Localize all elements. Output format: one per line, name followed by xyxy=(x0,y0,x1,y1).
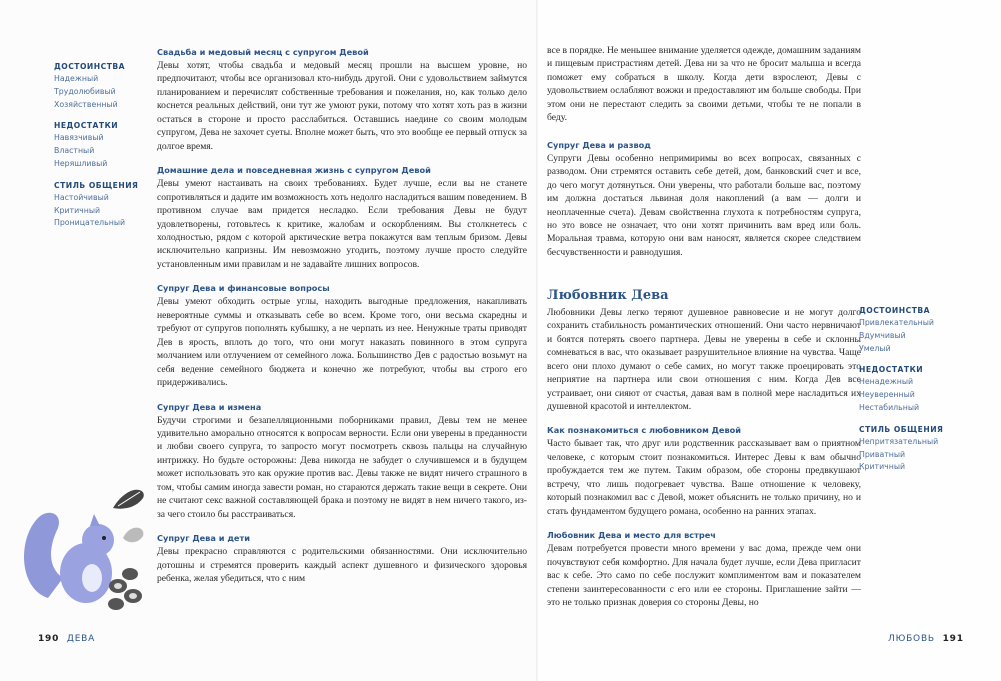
section-heading: Супруг Дева и измена xyxy=(157,401,262,412)
left-text-column xyxy=(157,46,527,597)
footer-section: ЛЮБОВЬ xyxy=(888,634,935,644)
footer-section: ДЕВА xyxy=(66,634,96,644)
trait: Приватный xyxy=(859,449,906,459)
left-footer xyxy=(38,634,95,644)
trait: Критичный xyxy=(859,462,906,472)
trait: Проницательный xyxy=(54,218,126,228)
left-sidebar-traits xyxy=(54,62,138,240)
trait: Настойчивый xyxy=(54,192,109,202)
right-page xyxy=(538,0,1001,681)
section-text: Девы прекрасно справляются с родительскими обязанностями. Они исключительно дотошны и стремятся проверить каждый аспект душевного и физического здоровья ребенка, желая убедиться, что с ним xyxy=(157,546,527,585)
traits-title: ДОСТОИНСТВА xyxy=(54,62,126,71)
right-text-column xyxy=(547,44,861,620)
section-heading: Супруг Дева и развод xyxy=(547,139,651,150)
traits-title: ДОСТОИНСТВА xyxy=(859,306,931,315)
page-number: 191 xyxy=(942,634,964,644)
squirrel-illustration xyxy=(18,478,153,623)
trait: Хозяйственный xyxy=(54,99,118,109)
section-text: Девы умеют обходить острые углы, находить выгодные предложения, накапливать невероятные суммы и отказывать себе во всем. Кроме того, они весьма скаредны и требуют от супругов пополнять кубышку, а не черпать из нее. Ненужные траты приводят Дев в ярость, вплоть до того, что они могут наказать повинного в этом супруга молчанием или отлучением от семейного ложа. Большинство Дев с радостью возьмут на себя ведение семейного бюджета и конечно же потребуют, чтобы вы строго его придерживались. xyxy=(157,296,527,389)
trait: Вдумчивый xyxy=(859,330,906,340)
right-sidebar-traits xyxy=(859,306,943,484)
traits-title: НЕДОСТАТКИ xyxy=(859,365,924,375)
trait: Критичный xyxy=(54,205,101,215)
section-heading: Домашние дела и повседневная жизнь с супругом Девой xyxy=(157,165,431,176)
trait: Умелый xyxy=(859,343,891,353)
trait: Привлекательный xyxy=(859,318,934,327)
section-heading: Любовник Дева и место для встреч xyxy=(547,530,716,541)
traits-title: СТИЛЬ ОБЩЕНИЯ xyxy=(54,180,139,190)
section-heading: Супруг Дева и финансовые вопросы xyxy=(157,283,330,294)
trait: Неуверенный xyxy=(859,390,915,400)
right-footer xyxy=(888,634,968,644)
page-number: 190 xyxy=(38,634,60,644)
trait: Надежный xyxy=(54,74,99,83)
section-text: Часто бывает так, что друг или родственник рассказывает вам о приятном человеке, с которым стоит познакомиться. Интерес Девы к вам обычно пробуждается тем же путем. Таким образом, обе стороны предвкушают встречу, что лишь подогревает чувства. Ваше отношение к человеку, который познакомил вас с Девой, может объяснить не только причину, но и стать фундаментом будущего романа, особенно на ранних этапах. xyxy=(547,438,861,517)
section-text: Девам потребуется провести много времени у вас дома, прежде чем они почувствуют себя комфортно. Для начала будет лучше, если Дева пригласит вас к себе. Это само по себе послужит комплиментом вам и показателем степени заинтересованности с его или ее стороны. Приглашение зайти — это не только признак доверия со стороны Девы, но xyxy=(547,543,861,608)
section-text: Супруги Девы особенно непримиримы во всех вопросах, связанных с разводом. Они стремятся оставить себе детей, дом, банковский счет и все, до чего могут дотянуться. Они уверены, что работали больше вас, поэтому им должна достаться львиная доля накоплений (а вам — долги и неоплаченные счета). Девам свойственна глухота к потребностям супруга, но это вовсе не означает, что они хотят причинить вам вред или боль. Моральная травма, которую они вам наносят, является скорее следствием бесчувственности и равнодушия. xyxy=(547,152,861,258)
traits-title: СТИЛЬ ОБЩЕНИЯ xyxy=(859,424,944,434)
trait: Властный xyxy=(54,146,95,156)
section-text: Будучи строгими и безапелляционными поборниками правил, Девы тем не менее удивительно аморально относятся к вопросам верности. Если они уверены в преданности и любви своего супруга, то запросто могут посмотреть сквозь пальцы на случайную интрижку. Но будьте осторожны: Дева никогда не забудет о случившемся и в будущем может использовать это как оружие против вас. Девы также не видят ничего страшного в том, чтобы самим иногда завести роман, но стараются держать такие вещи в секрете. Они не считают секс важной составляющей брака и поэтому не видят в нем ничего такого, из-за чего стоило бы расстраиваться. xyxy=(157,414,527,520)
chapter-title: Любовник Дева xyxy=(547,288,669,304)
trait: Неряшливый xyxy=(54,158,108,168)
traits-title: НЕДОСТАТКИ xyxy=(54,121,119,131)
section-heading: Супруг Дева и дети xyxy=(157,533,250,544)
section-heading: Свадьба и медовый месяц с супругом Девой xyxy=(157,47,369,57)
trait: Нестабильный xyxy=(859,402,920,412)
section-text: Девы хотят, чтобы свадьба и медовый месяц прошли на высшем уровне, но предпочитают, чтобы все организовал кто-нибудь другой. Они с удовольствием займутся планированием и перечислят собственные требования и пожелания, но, как только дело коснется реальных действий, они тут же умоют руки, потому что хотят хоть раз в жизни остаться в стороне и просто расслабиться. Оставшись наедине со своим молодым супругом, Дева не захочет суеты. Вполне может быть, что это вообще ее первый отпуск за долгое время. xyxy=(157,60,527,152)
trait: Навязчивый xyxy=(54,133,104,143)
trait: Трудолюбивый xyxy=(54,86,116,96)
trait: Ненадежный xyxy=(859,377,914,387)
section-heading: Как познакомиться с любовником Девой xyxy=(547,425,742,436)
section-text: Девы умеют настаивать на своих требованиях. Будет лучше, если вы не станете сопротивляться и дадите им возможность хоть недолго насладиться вашим поведением. В противном случае вам придется несладко. Если требования Девы не будут удовлетворены, готовьтесь к критике, жалобам и оскорблениям. Вы столкнетесь с холодностью, рядом с которой арктические ветра покажутся вам теплым бризом. Девы исключительно капризны. Им невозможно угодить, поэтому лучше просто следуйте установленным ими правилам и не задавайте лишних вопросов. xyxy=(157,178,527,270)
continued-text: все в порядке. Не меньшее внимание уделяется одежде, домашним заданиям и пищевым пристрастиям детей. Дева ни за что не бросит малыша и всегда поможет ему собраться в школу. Когда дети взрослеют, Девы с удовольствием ослабляют вожжи и предоставляют им больше свободы. При этом они не перестают следить за своими детьми, чтобы те не попали в беду. xyxy=(547,45,861,124)
trait: Непритязательный xyxy=(859,436,939,446)
chapter-intro: Любовники Девы легко теряют душевное равновесие и не могут долго сохранить стабильность романтических отношений. Они часто нервничают и боятся потерять своего партнера. Девы не уверены в себе и склонны сомневаться в вас, что оказывает разрушительное влияние на чувства. Чаще всего они плохо думают о себе самих, но могут также проецировать это неприятие на партнера или свои отношения с ним. Когда Дев все устраивает, они сияют от счастья, давая вам в полной мере насладиться их душевной красотой и интеллектом. xyxy=(547,306,861,412)
